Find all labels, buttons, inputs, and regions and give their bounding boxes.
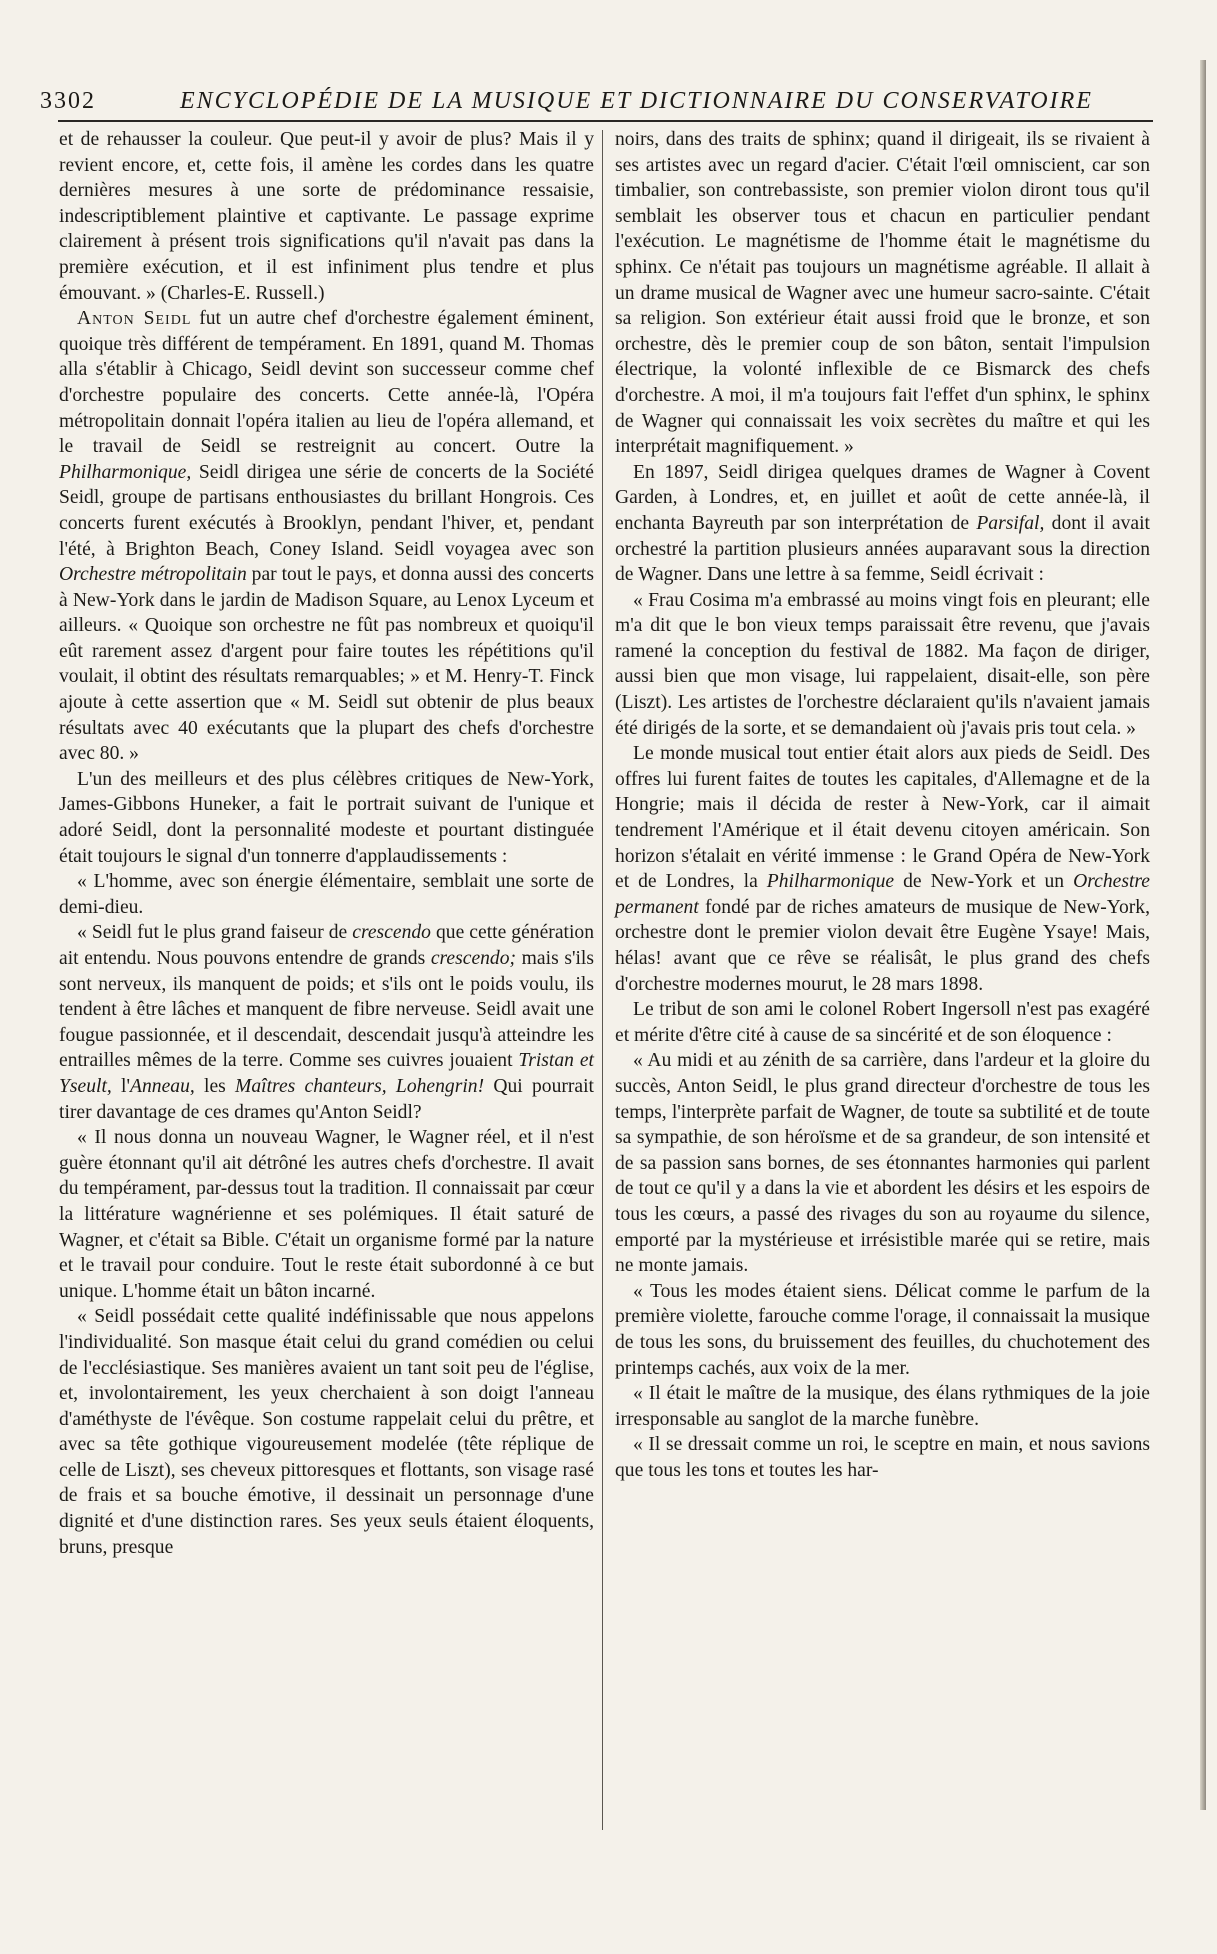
running-title: ENCYCLOPÉDIE DE LA MUSIQUE ET DICTIONNAIRE DU CONSERVATOIRE bbox=[180, 88, 1093, 114]
paragraph: « Au midi et au zénith de sa carrière, dans l'ardeur et la gloire du succès, Anton Seidl, le plus grand directeur d'orchestre de tous les temps, l'interprète parfait de Wagner, de toute sa subtilité et de toute sa sympathie, de son héroïsme et de sa grandeur, de son intensité et de sa passion sans bornes, de ses étonnantes harmonies qui parlent de tout ce qu'il y a dans la vie et abordent les désirs et les espoirs de tous les cœurs, a passé des rivages du son au royaume du silence, emporté par la mystérieuse et irrésistible marée qui se retire, mais ne monte jamais. bbox=[615, 1050, 1150, 1277]
paragraph: Le tribut de son ami le colonel Robert Ingersoll n'est pas exagéré et mérite d'être cité à cause de sa sincérité et de son éloquence : bbox=[615, 999, 1150, 1046]
paragraph: « Seidl fut le plus grand faiseur de crescendo que cette génération ait entendu. Nous pouvons entendre de grands crescendo; mais s'ils sont nerveux, ils manquent de poids; et s'ils ont le poids voulu, ils tendent à être lâches et manquent de fibre nerveuse. Seidl avait une fougue passionnée, et il descendait, descendait jusqu'à atteindre les entrailles mêmes de la terre. Comme ses cuivres jouaient Tristan et Yseult, l'Anneau, les Maîtres chanteurs, Lohengrin! Qui pourrait tirer davantage de ces drames qu'Anton Seidl? bbox=[59, 922, 595, 1123]
paragraph: noirs, dans des traits de sphinx; quand il dirigeait, ils se rivaient à ses artistes avec un regard d'acier. C'était l'œil omniscient, car son timbalier, son contrebassiste, son premier violon diront tous qu'il semblait les observer tous et chacun en particulier pendant l'exécution. Le magnétisme de l'homme était le magnétisme du sphinx. Ce n'était pas toujours un magnétisme agréable. Il allait à un drame musical de Wagner avec une humeur sacro-sainte. C'était sa religion. Son extérieur était aussi froid que le bronze, et son orchestre, dès le premier coup de son bâton, sentait l'impulsion électrique, la volonté inflexible de ce Bismarck des chefs d'orchestre. A moi, il m'a toujours fait l'effet d'un sphinx, le sphinx de Wagner qui connaissait les voix secrètes du maître et qui les interprétait magnifiquement. » bbox=[615, 129, 1150, 458]
paragraph: « Seidl possédait cette qualité indéfinissable que nous appelons l'individualité. Son masque était celui du grand comédien ou celui de l'ecclésiastique. Ses manières avaient un tant soit peu de l'église, et, involontairement, les yeux cherchaient à son doigt l'anneau d'améthyste de l'évêque. Son costume rappelait celui du prêtre, et avec sa tête gothique vigoureusement modelée (tête réplique de celle de Liszt), ses cheveux pittoresques et flottants, son visage rasé de frais et sa bouche émotive, il dessinait un personnage d'une dignité et d'une distinction rares. Ses yeux seuls étaient éloquents, bruns, presque bbox=[59, 1306, 594, 1558]
running-header bbox=[40, 88, 1150, 118]
paragraph: « Il nous donna un nouveau Wagner, le Wagner réel, et il n'est guère étonnant qu'il ait détrôné les autres chefs d'orchestre. Il avait du tempérament, par-dessus tout la tradition. Il connaissait par cœur la littérature wagnérienne et ses polémiques. Il était saturé de Wagner, et c'était sa Bible. C'était un organisme formé par la nature et le travail pour conduire. Tout le reste était subordonné à ce but unique. L'homme était un bâton incarné. bbox=[59, 1127, 594, 1302]
page-edge-shadow bbox=[1200, 60, 1206, 1810]
paragraph: « L'homme, avec son énergie élémentaire, semblait une sorte de demi-dieu. bbox=[59, 871, 594, 918]
paragraph: « Il se dressait comme un roi, le sceptre en main, et nous savions que tous les tons et toutes les har- bbox=[615, 1434, 1150, 1481]
italic-title: Philharmonique, bbox=[59, 461, 192, 483]
paragraph: Le monde musical tout entier était alors aux pieds de Seidl. Des offres lui furent faites de toutes les capitales, d'Allemagne et de la Hongrie; mais il décida de rester à New-York, car il aimait tendrement l'Amérique et il était devenu citoyen américain. Son horizon s'étalait en vérité immense : le Grand Opéra de New-York et de Londres, la Philharmonique de New-York et un Orchestre permanent fondé par de riches amateurs de musique de New-York, orchestre dont le premier violon devait être Eugène Ysaye! Mais, hélas! avant que ce rêve se réalisât, le plus grand des chefs d'orchestre modernes mourut, le 28 mars 1898. bbox=[615, 743, 1150, 995]
italic-title: Tristan et Yseult, bbox=[59, 1050, 594, 1097]
italic-term: crescendo bbox=[352, 922, 431, 944]
left-column bbox=[59, 127, 594, 1560]
right-column bbox=[615, 127, 1150, 1483]
person-name: Anton Seidl bbox=[77, 308, 192, 330]
italic-title: Parsifal, bbox=[976, 512, 1045, 534]
italic-title: Maîtres chanteurs, Lohengrin! bbox=[235, 1075, 485, 1097]
paragraph: En 1897, Seidl dirigea quelques drames de Wagner à Covent Garden, à Londres, et, en juillet et août de cette année-là, il enchanta Bayreuth par son interprétation de Parsifal, dont il avait orchestré la partition plusieurs années auparavant sous la direction de Wagner. Dans une lettre à sa femme, Seidl écrivait : bbox=[615, 461, 1150, 586]
page-number: 3302 bbox=[40, 88, 96, 114]
italic-title: Orchestre permanent bbox=[615, 871, 1150, 918]
paragraph: et de rehausser la couleur. Que peut-il y avoir de plus? Mais il y revient encore, et, cette fois, il amène les cordes dans les quatre dernières mesures à une sorte de prédominance ressaisie, indescriptiblement plaintive et captivante. Le passage exprime clairement à présent trois significations qu'il n'avait pas dans la première exécution, et il est infiniment plus tendre et plus émouvant. » (Charles-E. Russell.) bbox=[59, 129, 594, 304]
paragraph: « Frau Cosima m'a embrassé au moins vingt fois en pleurant; elle m'a dit que le bon vieux temps paraissait être revenu, que j'avais ramené la conception du festival de 1882. Ma façon de diriger, aussi bien que mon visage, lui rappelaient, disait-elle, son père (Liszt). Les artistes de l'orchestre déclaraient qu'ils n'avaient jamais été dirigés de la sorte, et se demandaient où j'avais pris tout cela. » bbox=[615, 589, 1150, 739]
header-rule bbox=[58, 120, 1153, 122]
italic-term: crescendo; bbox=[430, 948, 517, 969]
column-divider bbox=[602, 130, 603, 1830]
paragraph: « Tous les modes étaient siens. Délicat comme le parfum de la première violette, farouche comme l'orage, il connaissait la musique de tous les sons, du bruissement des feuilles, du chuchotement des printemps cachés, aux voix de la mer. bbox=[615, 1280, 1150, 1379]
paragraph: L'un des meilleurs et des plus célèbres critiques de New-York, James-Gibbons Huneker, a fait le portrait suivant de l'unique et adoré Seidl, dont la personnalité modeste et pourtant distinguée était toujours le signal d'un tonnerre d'applaudissements : bbox=[59, 768, 594, 867]
paragraph: Anton Seidl fut un autre chef d'orchestre également éminent, quoique très différent de tempérament. En 1891, quand M. Thomas alla s'établir à Chicago, Seidl devint son successeur comme chef d'orchestre populaire des concerts. Cette année-là, l'Opéra métropolitain donnait l'opéra italien au lieu de l'opéra allemand, et le travail de Seidl se restreignit au concert. Outre la Philharmonique, Seidl dirigea une série de concerts de la Société Seidl, groupe de partisans enthousiastes du brillant Hongrois. Ces concerts furent exécutés à Brooklyn, pendant l'hiver, et, pendant l'été, à Brighton Beach, Coney Island. Seidl voyagea avec son Orchestre métropolitain par tout le pays, et donna aussi des concerts à New-York dans le jardin de Madison Square, au Lenox Lyceum et ailleurs. « Quoique son orchestre ne fût pas nombreux et quoiqu'il eût rarement assez d'argent pour faire toutes les répétitions qu'il voulait, il obtint des résultats remarquables; » et M. Henry-T. Finck ajoute à cette assertion que « M. Seidl sut obtenir de plus beaux résultats avec 40 exécutants que la plupart des chefs d'orchestre avec 80. » bbox=[59, 308, 594, 765]
italic-title: Orchestre métropolitain bbox=[59, 564, 247, 586]
italic-title: Anneau, bbox=[130, 1075, 195, 1097]
paragraph: « Il était le maître de la musique, des élans rythmiques de la joie irresponsable au sanglot de la marche funèbre. bbox=[615, 1383, 1150, 1430]
italic-title: Philharmonique bbox=[766, 871, 895, 893]
